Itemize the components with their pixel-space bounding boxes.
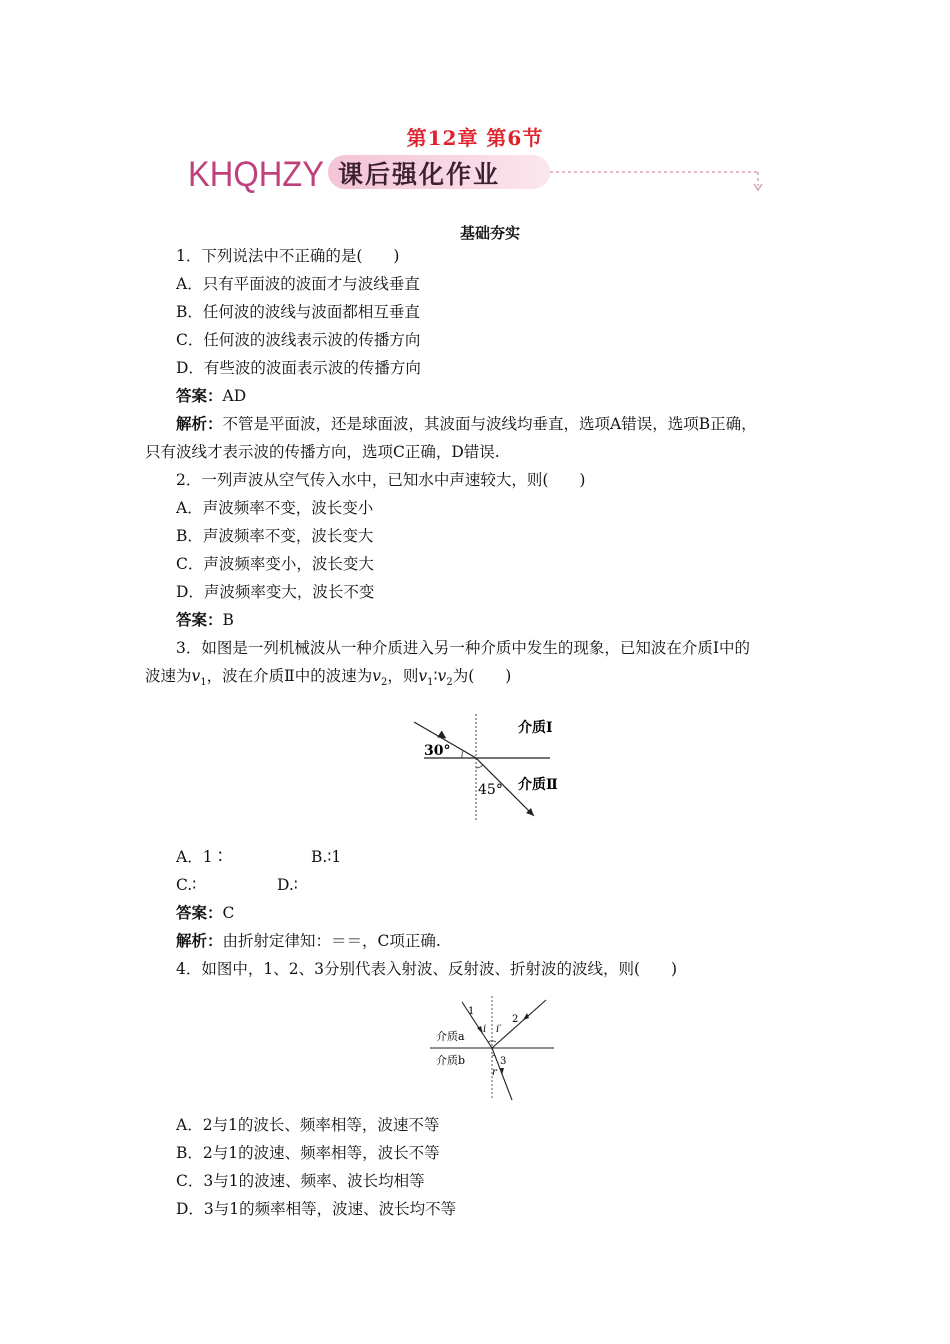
medium-1-label: 介质Ⅰ [518, 720, 553, 736]
q4-option-a: A．2与1的波长、频率相等，波速不等 [176, 1116, 440, 1134]
angle-30-label: 30° [424, 743, 451, 759]
q1-option-d: D．有些波的波面表示波的传播方向 [176, 359, 421, 377]
q1-analysis-cont: 只有波线才表示波的传播方向，选项C正确，D错误. [145, 443, 500, 461]
q4-option-c: C．3与1的波速、频率、波长均相等 [176, 1172, 425, 1190]
q1-option-c: C．任何波的波线表示波的传播方向 [176, 331, 421, 349]
section-heading: 基础夯实 [459, 224, 520, 242]
q1-stem: 1．下列说法中不正确的是( ) [176, 247, 400, 265]
q1-answer: 答案：AD [176, 386, 247, 405]
q3-analysis: 解析：由折射定律知：＝＝，C项正确. [176, 931, 441, 950]
angle-i-label: i [483, 1024, 487, 1035]
q2-option-a: A．声波频率不变，波长变小 [176, 499, 374, 517]
reflection-refraction-figure [430, 992, 560, 1104]
ray-2-arrow-icon [523, 1013, 529, 1020]
q2-stem: 2．一列声波从空气传入水中，已知水中声速较大，则( ) [176, 471, 586, 489]
angle-i-prime-label: i′ [496, 1024, 502, 1035]
q2-option-d: D．声波频率变大，波长不变 [176, 583, 375, 601]
q2-option-b: B．声波频率不变，波长变大 [176, 527, 374, 545]
banner-letters: KHQHZY [188, 155, 324, 194]
medium-2-label: 介质Ⅱ [518, 777, 558, 793]
q4-stem: 4．如图中，1、2、3分别代表入射波、反射波、折射波的波线，则( ) [176, 960, 678, 978]
q2-option-c: C．声波频率变小，波长变大 [176, 555, 374, 573]
ray-1-label: 1 [468, 1006, 475, 1017]
ray-1 [462, 1002, 492, 1048]
incident-arrow-icon [438, 731, 446, 738]
q3-stem: 3．如图是一列机械波从一种介质进入另一种介质中发生的现象，已知波在介质Ⅰ中的 [176, 639, 750, 657]
ray-3-label: 3 [500, 1056, 507, 1067]
q3-option-c: C.∶ [176, 876, 197, 894]
q1-option-b: B．任何波的波线与波面都相互垂直 [176, 303, 420, 321]
banner-title: 课后强化作业 [338, 160, 501, 189]
q1-analysis: 解析：不管是平面波，还是球面波，其波面与波线均垂直，选项A错误，选项B正确， [176, 414, 757, 433]
q1-option-a: A．只有平面波的波面才与波线垂直 [176, 275, 420, 293]
homework-banner [186, 152, 766, 196]
medium-b-label: 介质b [436, 1054, 466, 1067]
q3-option-a: A．1∶ [176, 848, 229, 866]
chapter-title: 第12章 第6节 [406, 126, 544, 150]
medium-a-label: 介质a [436, 1030, 465, 1043]
q4-option-b: B．2与1的波速、频率相等，波长不等 [176, 1144, 440, 1162]
q3-stem-cont: 波速为$v_1$，波在介质Ⅱ中的波速为$v_2$，则$v_1∶v_2$为( ) [145, 667, 512, 689]
angle-r-label: r [492, 1067, 497, 1078]
ray-2-label: 2 [512, 1014, 519, 1025]
q3-option-b: B.∶1 [311, 848, 342, 866]
q3-answer: 答案：C [176, 903, 235, 922]
angle-45-label: 45° [478, 782, 503, 798]
refraction-figure-1 [410, 710, 580, 828]
q3-option-d: D.∶ [277, 876, 298, 894]
q4-option-d: D．3与1的频率相等，波速、波长均不等 [176, 1200, 457, 1218]
q2-answer: 答案：B [176, 610, 234, 629]
